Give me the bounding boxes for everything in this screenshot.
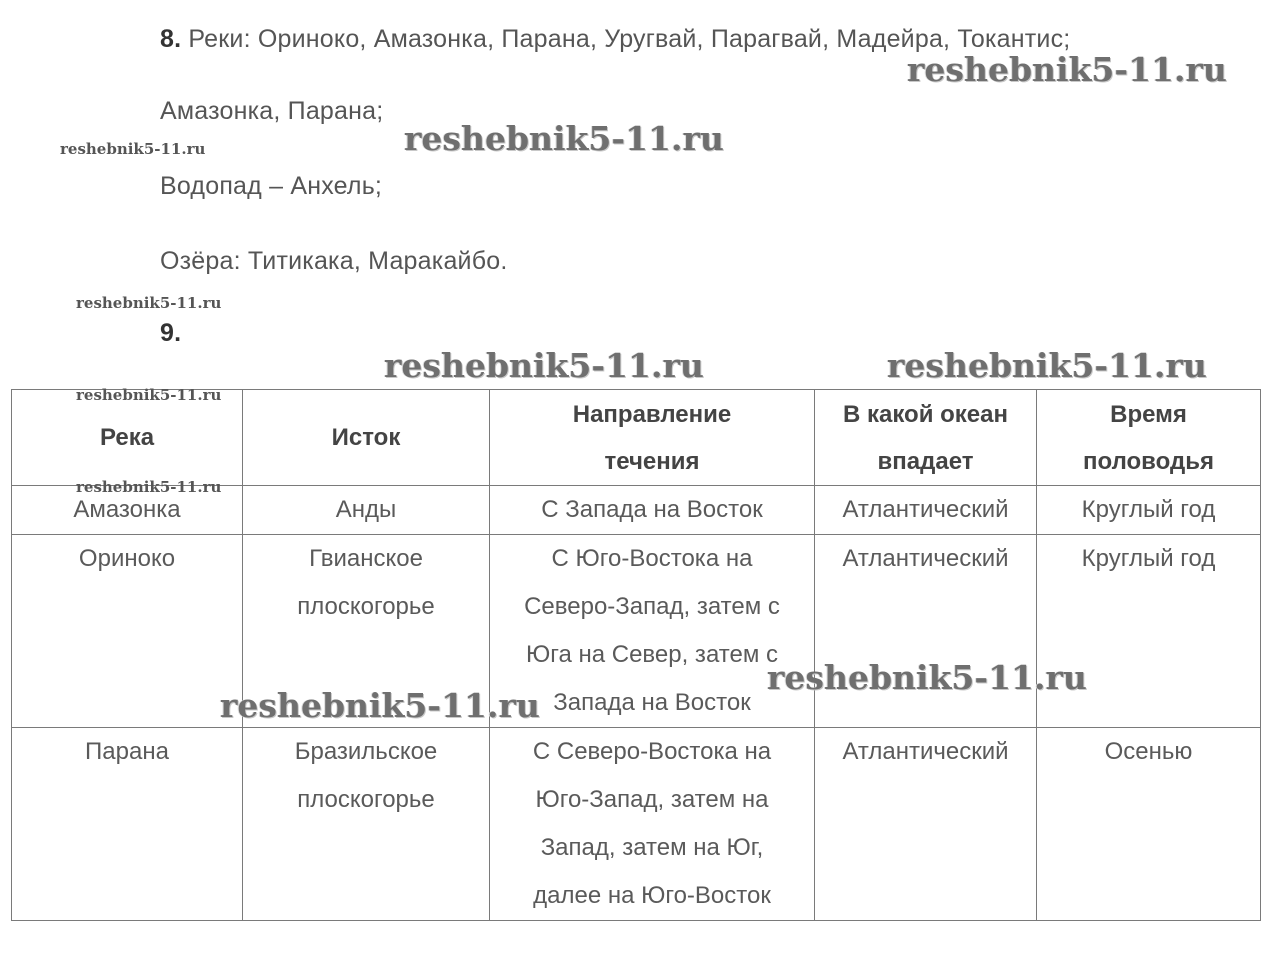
task8-line2: Амазонка, Парана; <box>160 97 384 125</box>
table-header-row <box>12 390 1261 486</box>
cell-ocean: Атлантический <box>815 535 1037 728</box>
watermark: reshebnik5-11.ru <box>907 50 1227 89</box>
table-row <box>12 535 1261 728</box>
watermark: reshebnik5-11.ru <box>767 658 1087 697</box>
task9-number: 9. <box>160 319 182 347</box>
watermark: reshebnik5-11.ru <box>60 140 206 158</box>
cell-direction: С Северо-Востока на Юго-Запад, затем на Запад, затем на Юг, далее на Юго-Восток <box>490 728 815 921</box>
cell-river: Амазонка <box>12 486 243 535</box>
cell-flood: Осенью <box>1037 728 1261 921</box>
watermark: reshebnik5-11.ru <box>76 294 222 312</box>
cell-source: Бразильское плоскогорье <box>243 728 490 921</box>
watermark: reshebnik5-11.ru <box>76 478 222 496</box>
cell-source: Анды <box>243 486 490 535</box>
watermark: reshebnik5-11.ru <box>404 119 724 158</box>
header-source: Исток <box>243 390 490 486</box>
cell-direction: С Юго-Востока на Северо-Запад, затем с Юга на Север, затем с Запада на Восток <box>490 535 815 728</box>
table-row <box>12 728 1261 921</box>
cell-source: Гвианское плоскогорье <box>243 535 490 728</box>
task8-line4: Озёра: Титикака, Маракайбо. <box>160 247 508 275</box>
cell-ocean: Атлантический <box>815 486 1037 535</box>
cell-river: Парана <box>12 728 243 921</box>
cell-flood: Круглый год <box>1037 535 1261 728</box>
header-flood: Время половодья <box>1037 390 1261 486</box>
watermark: reshebnik5-11.ru <box>887 346 1207 385</box>
task8-rivers-text: Реки: Ориноко, Амазонка, Парана, Уругвай, Парагвай, Мадейра, Токантис; <box>188 25 1071 53</box>
cell-direction: С Запада на Восток <box>490 486 815 535</box>
task8-line3: Водопад – Анхель; <box>160 172 383 200</box>
header-direction: Направление течения <box>490 390 815 486</box>
cell-river: Ориноко <box>12 535 243 728</box>
task8-line1 <box>160 24 1070 54</box>
watermark: reshebnik5-11.ru <box>384 346 704 385</box>
answer-table <box>11 389 1261 921</box>
header-ocean: В какой океан впадает <box>815 390 1037 486</box>
cell-flood: Круглый год <box>1037 486 1261 535</box>
task8-number: 8. <box>160 25 182 53</box>
header-river: Река <box>12 390 243 486</box>
watermark: reshebnik5-11.ru <box>76 386 222 404</box>
table-row <box>12 486 1261 535</box>
cell-ocean: Атлантический <box>815 728 1037 921</box>
watermark: reshebnik5-11.ru <box>220 686 540 725</box>
